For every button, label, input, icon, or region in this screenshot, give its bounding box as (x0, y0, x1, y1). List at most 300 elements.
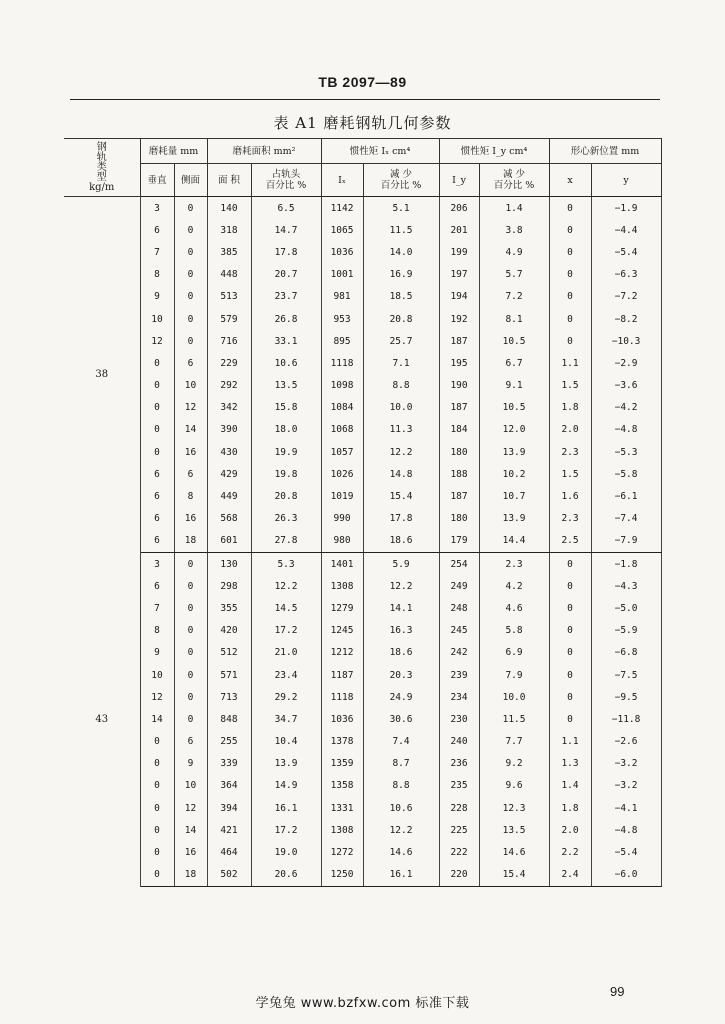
iy-reduce-cell: 4.9 (479, 241, 549, 263)
wear-side-cell: 6 (174, 463, 207, 485)
centroid-x-cell: 0 (549, 330, 591, 352)
wear-vertical-cell: 0 (140, 819, 174, 841)
area-cell: 140 (207, 197, 251, 220)
centroid-x-cell: 2.5 (549, 530, 591, 553)
iy-cell: 194 (439, 286, 479, 308)
wear-side-cell: 18 (174, 864, 207, 887)
iy-cell: 190 (439, 375, 479, 397)
iy-reduce-cell: 3.8 (479, 219, 549, 241)
wear-side-cell: 16 (174, 841, 207, 863)
table-row (64, 841, 661, 863)
centroid-x-cell: 1.1 (549, 731, 591, 753)
centroid-y-cell: −4.8 (591, 419, 661, 441)
area-pct-cell: 26.3 (251, 508, 321, 530)
table-row (64, 664, 661, 686)
iy-reduce-cell: 5.7 (479, 264, 549, 286)
centroid-x-cell: 0 (549, 620, 591, 642)
iy-cell: 184 (439, 419, 479, 441)
area-cell: 394 (207, 797, 251, 819)
iy-reduce-cell: 9.2 (479, 753, 549, 775)
ix-cell: 1057 (321, 441, 363, 463)
iy-cell: 228 (439, 797, 479, 819)
centroid-x-cell: 2.2 (549, 841, 591, 863)
iy-reduce-cell: 15.4 (479, 864, 549, 887)
table-row (64, 508, 661, 530)
wear-side-cell: 0 (174, 197, 207, 220)
area-cell: 318 (207, 219, 251, 241)
area-pct-cell: 33.1 (251, 330, 321, 352)
area-cell: 429 (207, 463, 251, 485)
iy-cell: 180 (439, 441, 479, 463)
area-cell: 130 (207, 553, 251, 576)
wear-vertical-cell: 3 (140, 197, 174, 220)
table-row (64, 308, 661, 330)
iy-reduce-cell: 6.9 (479, 642, 549, 664)
centroid-x-cell: 1.6 (549, 485, 591, 507)
iy-reduce-cell: 10.5 (479, 397, 549, 419)
ix-reduce-cell: 18.5 (363, 286, 439, 308)
iy-cell: 235 (439, 775, 479, 797)
centroid-x-cell: 0 (549, 708, 591, 730)
wear-vertical-cell: 10 (140, 308, 174, 330)
wear-side-cell: 0 (174, 241, 207, 263)
ix-reduce-cell: 10.6 (363, 797, 439, 819)
iy-reduce-cell: 13.9 (479, 508, 549, 530)
area-pct-cell: 6.5 (251, 197, 321, 220)
table-row (64, 485, 661, 507)
ix-reduce-cell: 12.2 (363, 441, 439, 463)
centroid-x-cell: 1.5 (549, 463, 591, 485)
iy-reduce-cell: 10.0 (479, 686, 549, 708)
area-pct-cell: 17.2 (251, 620, 321, 642)
wear-side-cell: 0 (174, 308, 207, 330)
area-cell: 364 (207, 775, 251, 797)
area-cell: 571 (207, 664, 251, 686)
wear-side-cell: 0 (174, 553, 207, 576)
wear-side-cell: 9 (174, 753, 207, 775)
centroid-y-cell: −5.4 (591, 241, 661, 263)
table-row (64, 419, 661, 441)
iy-cell: 254 (439, 553, 479, 576)
ix-reduce-cell: 14.0 (363, 241, 439, 263)
ix-cell: 1250 (321, 864, 363, 887)
centroid-y-cell: −5.9 (591, 620, 661, 642)
footer-watermark-site: 学兔兔 www.bzfxw.com 标准下载 (255, 996, 470, 1011)
iy-cell: 195 (439, 352, 479, 374)
table-row (64, 575, 661, 597)
wear-side-cell: 12 (174, 397, 207, 419)
area-pct-cell: 17.2 (251, 819, 321, 841)
centroid-y-cell: −3.6 (591, 375, 661, 397)
iy-cell: 242 (439, 642, 479, 664)
wear-side-cell: 6 (174, 352, 207, 374)
centroid-x-cell: 0 (549, 664, 591, 686)
ix-cell: 1036 (321, 241, 363, 263)
wear-vertical-cell: 0 (140, 375, 174, 397)
centroid-x-cell: 0 (549, 642, 591, 664)
y-header: y (591, 164, 661, 197)
ix-reduce-cell: 10.0 (363, 397, 439, 419)
iy-cell: 187 (439, 330, 479, 352)
rail-type-cell: 38 (64, 197, 140, 553)
table-row (64, 264, 661, 286)
table-row (64, 597, 661, 619)
wear-side-cell: 18 (174, 530, 207, 553)
centroid-y-cell: −4.8 (591, 819, 661, 841)
ix-reduce-cell: 14.1 (363, 597, 439, 619)
area-header: 面 积 (207, 164, 251, 197)
iy-reduce-cell: 4.6 (479, 597, 549, 619)
table-row (64, 620, 661, 642)
centroid-x-cell: 1.8 (549, 397, 591, 419)
area-cell: 342 (207, 397, 251, 419)
centroid-y-cell: −7.9 (591, 530, 661, 553)
rail-type-header-char: 钢 (96, 141, 107, 153)
centroid-y-cell: −4.3 (591, 575, 661, 597)
wear-vertical-cell: 9 (140, 642, 174, 664)
table-row (64, 219, 661, 241)
ix-reduce-cell: 11.3 (363, 419, 439, 441)
wear-side-cell: 14 (174, 819, 207, 841)
area-pct-cell: 20.8 (251, 485, 321, 507)
wear-vertical-cell: 0 (140, 397, 174, 419)
table-row (64, 197, 661, 220)
centroid-x-cell: 0 (549, 686, 591, 708)
area-cell: 713 (207, 686, 251, 708)
page-number: 99 (610, 984, 625, 999)
x-header: x (549, 164, 591, 197)
ix-group-header: 惯性矩 Iₓ cm⁴ (321, 139, 439, 164)
centroid-y-cell: −6.0 (591, 864, 661, 887)
iy-reduce-cell: 14.6 (479, 841, 549, 863)
area-pct-cell: 19.8 (251, 463, 321, 485)
ix-reduce-cell: 17.8 (363, 508, 439, 530)
wear-side-cell: 10 (174, 375, 207, 397)
iy-reduce-cell: 10.7 (479, 485, 549, 507)
iy-reduce-cell: 12.3 (479, 797, 549, 819)
iy-cell: 201 (439, 219, 479, 241)
centroid-y-cell: −7.2 (591, 286, 661, 308)
centroid-y-cell: −5.4 (591, 841, 661, 863)
area-pct-cell: 19.0 (251, 841, 321, 863)
wear-vertical-cell: 9 (140, 286, 174, 308)
table-row (64, 397, 661, 419)
iy-reduce-cell: 7.7 (479, 731, 549, 753)
area-pct-cell: 5.3 (251, 553, 321, 576)
iy-cell: 199 (439, 241, 479, 263)
centroid-y-cell: −1.8 (591, 553, 661, 576)
iy-reduce-cell: 9.6 (479, 775, 549, 797)
ix-reduce-cell: 8.8 (363, 375, 439, 397)
table-row (64, 375, 661, 397)
wear-side-cell: 0 (174, 264, 207, 286)
table-row (64, 731, 661, 753)
ix-reduce-cell: 14.8 (363, 463, 439, 485)
rail-type-header-char: 型 (96, 171, 107, 183)
wear-side-cell: 0 (174, 286, 207, 308)
ix-cell: 990 (321, 508, 363, 530)
centroid-y-cell: −6.3 (591, 264, 661, 286)
rail-type-cell: 43 (64, 553, 140, 887)
table-row (64, 530, 661, 553)
ix-reduce-cell: 12.2 (363, 819, 439, 841)
ix-cell: 1118 (321, 352, 363, 374)
centroid-x-cell: 2.0 (549, 819, 591, 841)
wear-vertical-cell: 8 (140, 264, 174, 286)
centroid-x-cell: 2.3 (549, 508, 591, 530)
centroid-y-cell: −6.1 (591, 485, 661, 507)
area-pct-cell: 14.7 (251, 219, 321, 241)
centroid-y-cell: −5.8 (591, 463, 661, 485)
iy-reduce-cell: 13.5 (479, 819, 549, 841)
area-cell: 512 (207, 642, 251, 664)
wear-vertical-cell: 0 (140, 352, 174, 374)
centroid-x-cell: 0 (549, 597, 591, 619)
area-cell: 848 (207, 708, 251, 730)
table-row (64, 686, 661, 708)
area-cell: 716 (207, 330, 251, 352)
ix-cell: 1187 (321, 664, 363, 686)
area-cell: 579 (207, 308, 251, 330)
centroid-y-cell: −3.2 (591, 775, 661, 797)
table-row (64, 352, 661, 374)
iy-cell: 248 (439, 597, 479, 619)
iy-cell: 197 (439, 264, 479, 286)
ix-cell: 1279 (321, 597, 363, 619)
ix-cell: 1358 (321, 775, 363, 797)
wear-vertical-cell: 14 (140, 708, 174, 730)
iy-reduce-cell: 4.2 (479, 575, 549, 597)
iy-reduce-cell: 11.5 (479, 708, 549, 730)
centroid-x-cell: 1.5 (549, 375, 591, 397)
header-rule (70, 99, 660, 100)
wear-vertical-cell: 6 (140, 508, 174, 530)
area-cell: 568 (207, 508, 251, 530)
area-cell: 255 (207, 731, 251, 753)
wear-side-cell: 0 (174, 664, 207, 686)
centroid-y-cell: −7.4 (591, 508, 661, 530)
ix-cell: 1359 (321, 753, 363, 775)
ix-reduce-cell: 18.6 (363, 530, 439, 553)
table-title: 表 A1 磨耗钢轨几何参数 (273, 114, 452, 132)
iy-reduce-cell: 5.8 (479, 620, 549, 642)
area-pct-cell: 13.9 (251, 753, 321, 775)
centroid-y-cell: −4.2 (591, 397, 661, 419)
wear-vertical-cell: 12 (140, 686, 174, 708)
wear-vertical-cell: 8 (140, 620, 174, 642)
iy-cell: 240 (439, 731, 479, 753)
iy-reduce-cell: 7.2 (479, 286, 549, 308)
ix-reduce-cell: 8.7 (363, 753, 439, 775)
iy-cell: 222 (439, 841, 479, 863)
ix-cell: 981 (321, 286, 363, 308)
area-pct-cell: 20.7 (251, 264, 321, 286)
rail-type-header (64, 139, 140, 197)
centroid-x-cell: 2.0 (549, 419, 591, 441)
area-pct-cell: 29.2 (251, 686, 321, 708)
iy-reduce-cell: 7.9 (479, 664, 549, 686)
centroid-x-cell: 2.4 (549, 864, 591, 887)
centroid-x-cell: 0 (549, 553, 591, 576)
wear-vertical-cell: 7 (140, 597, 174, 619)
iy-reduce-cell: 9.1 (479, 375, 549, 397)
table-row (64, 330, 661, 352)
area-pct-cell: 21.0 (251, 642, 321, 664)
rail-type-header-char: kg/m (89, 181, 115, 193)
area-cell: 421 (207, 819, 251, 841)
area-cell: 390 (207, 419, 251, 441)
ix-cell: 1308 (321, 819, 363, 841)
ix-cell: 1065 (321, 219, 363, 241)
table-row (64, 241, 661, 263)
standard-number: TB 2097—89 (318, 74, 407, 90)
wear-side-cell: 14 (174, 419, 207, 441)
ix-reduce-cell: 11.5 (363, 219, 439, 241)
area-cell: 355 (207, 597, 251, 619)
wear-vertical-header: 垂直 (140, 164, 174, 197)
centroid-y-cell: −1.9 (591, 197, 661, 220)
wear-vertical-cell: 10 (140, 664, 174, 686)
ix-reduce-cell: 16.9 (363, 264, 439, 286)
iy-group-header: 惯性矩 I_y cm⁴ (439, 139, 549, 164)
ix-cell: 1272 (321, 841, 363, 863)
wear-vertical-cell: 0 (140, 731, 174, 753)
centroid-y-cell: −5.3 (591, 441, 661, 463)
wear-side-cell: 10 (174, 775, 207, 797)
wear-side-cell: 0 (174, 330, 207, 352)
ix-cell: 895 (321, 330, 363, 352)
centroid-y-cell: −2.6 (591, 731, 661, 753)
centroid-y-cell: −3.2 (591, 753, 661, 775)
iy-reduce-cell: 13.9 (479, 441, 549, 463)
iy-cell: 180 (439, 508, 479, 530)
iy-cell: 179 (439, 530, 479, 553)
area-pct-cell: 19.9 (251, 441, 321, 463)
iy-cell: 187 (439, 397, 479, 419)
iy-cell: 249 (439, 575, 479, 597)
wear-vertical-cell: 12 (140, 330, 174, 352)
ix-cell: 1142 (321, 197, 363, 220)
area-cell: 229 (207, 352, 251, 374)
area-cell: 385 (207, 241, 251, 263)
rail-type-header-char: 类 (96, 161, 107, 173)
table-row (64, 819, 661, 841)
table-row (64, 286, 661, 308)
iy-cell: 220 (439, 864, 479, 887)
ix-reduce-cell: 25.7 (363, 330, 439, 352)
ix-reduce-cell: 20.8 (363, 308, 439, 330)
centroid-y-cell: −4.1 (591, 797, 661, 819)
centroid-y-cell: −7.5 (591, 664, 661, 686)
ix-cell: 1001 (321, 264, 363, 286)
area-pct-cell: 23.4 (251, 664, 321, 686)
centroid-x-cell: 0 (549, 197, 591, 220)
area-cell: 513 (207, 286, 251, 308)
iy-reduce-cell: 12.0 (479, 419, 549, 441)
iy-reduce-cell: 10.2 (479, 463, 549, 485)
wear-side-cell: 16 (174, 441, 207, 463)
wear-vertical-cell: 0 (140, 753, 174, 775)
wear-side-cell: 0 (174, 219, 207, 241)
ix-reduce-cell: 5.1 (363, 197, 439, 220)
wear-side-cell: 12 (174, 797, 207, 819)
area-cell: 420 (207, 620, 251, 642)
ix-reduce-cell: 12.2 (363, 575, 439, 597)
table-row (64, 864, 661, 887)
iy-reduce-cell: 10.5 (479, 330, 549, 352)
area-pct-cell: 18.0 (251, 419, 321, 441)
area-cell: 448 (207, 264, 251, 286)
iy-reduce-cell: 14.4 (479, 530, 549, 553)
iy-header: I_y (439, 164, 479, 197)
ix-cell: 1019 (321, 485, 363, 507)
iy-cell: 234 (439, 686, 479, 708)
ix-cell: 1331 (321, 797, 363, 819)
wear-side-cell: 0 (174, 686, 207, 708)
centroid-y-cell: −2.9 (591, 352, 661, 374)
wear-vertical-cell: 6 (140, 463, 174, 485)
table-row (64, 797, 661, 819)
iy-reduce-cell: 6.7 (479, 352, 549, 374)
centroid-x-cell: 0 (549, 241, 591, 263)
centroid-x-cell: 0 (549, 575, 591, 597)
table-row (64, 775, 661, 797)
area-cell: 298 (207, 575, 251, 597)
area-cell: 601 (207, 530, 251, 553)
area-cell: 339 (207, 753, 251, 775)
rail-geometry-table (64, 138, 662, 887)
wear-vertical-cell: 6 (140, 219, 174, 241)
wear-side-cell: 16 (174, 508, 207, 530)
wear-header: 磨耗量 mm (140, 139, 207, 164)
area-group-header: 磨耗面积 mm² (207, 139, 321, 164)
wear-side-cell: 0 (174, 575, 207, 597)
ix-cell: 1212 (321, 642, 363, 664)
centroid-x-cell: 2.3 (549, 441, 591, 463)
ix-cell: 1245 (321, 620, 363, 642)
iy-reduce-cell: 1.4 (479, 197, 549, 220)
area-pct-cell: 34.7 (251, 708, 321, 730)
ix-reduce-cell: 18.6 (363, 642, 439, 664)
area-pct-cell: 23.7 (251, 286, 321, 308)
table-row (64, 463, 661, 485)
area-pct-cell: 13.5 (251, 375, 321, 397)
ix-reduce-cell: 7.1 (363, 352, 439, 374)
wear-vertical-cell: 6 (140, 485, 174, 507)
area-pct-cell: 10.6 (251, 352, 321, 374)
ix-cell: 1084 (321, 397, 363, 419)
centroid-x-cell: 0 (549, 264, 591, 286)
wear-vertical-cell: 0 (140, 441, 174, 463)
wear-vertical-cell: 0 (140, 775, 174, 797)
iy-cell: 239 (439, 664, 479, 686)
centroid-group-header: 形心新位置 mm (549, 139, 661, 164)
ix-reduce-header: 减 少 百分比 % (363, 164, 439, 197)
area-pct-cell: 14.9 (251, 775, 321, 797)
wear-vertical-cell: 3 (140, 553, 174, 576)
iy-reduce-cell: 2.3 (479, 553, 549, 576)
centroid-x-cell: 1.3 (549, 753, 591, 775)
centroid-x-cell: 1.8 (549, 797, 591, 819)
ix-cell: 1118 (321, 686, 363, 708)
wear-vertical-cell: 0 (140, 864, 174, 887)
table-row (64, 441, 661, 463)
iy-cell: 225 (439, 819, 479, 841)
centroid-x-cell: 0 (549, 286, 591, 308)
ix-cell: 980 (321, 530, 363, 553)
iy-cell: 188 (439, 463, 479, 485)
iy-cell: 230 (439, 708, 479, 730)
